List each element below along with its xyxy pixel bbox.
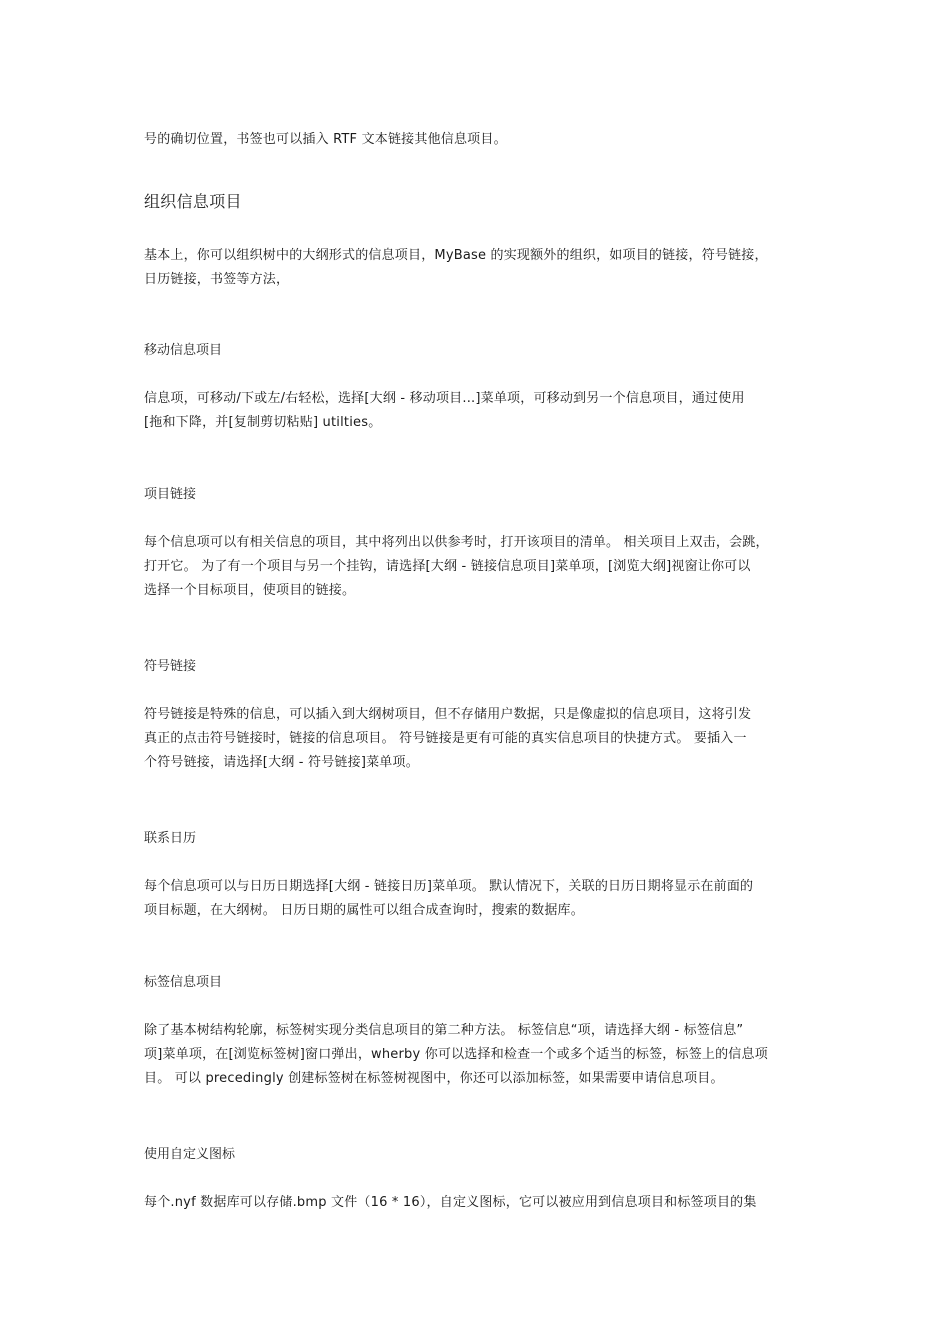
section-title <box>144 190 809 214</box>
subheading-text: 联系日历 <box>144 831 197 846</box>
text-line: 打开它。 为了有一个项目与另一个挂钩，请选择[大纲 - 链接信息项目]菜单项，[浏览大纲]视窗让你可以 <box>144 559 751 574</box>
text-line: 符号链接是特殊的信息，可以插入到大纲树项目，但不存储用户数据，只是像虚拟的信息项目，这将引发 <box>144 707 752 722</box>
subheading-text: 符号链接 <box>144 659 197 674</box>
calendar-paragraph <box>144 875 809 923</box>
labels-heading <box>144 971 809 995</box>
custom-icons-paragraph <box>144 1191 809 1215</box>
text-line: 号的确切位置，书签也可以插入 RTF 文本链接其他信息项目。 <box>144 132 507 147</box>
intro-paragraph <box>144 128 809 152</box>
subheading-text: 项目链接 <box>144 487 197 502</box>
section-intro-paragraph <box>144 244 809 292</box>
text-line: 真正的点击符号链接时，链接的信息项目。 符号链接是更有可能的真实信息项目的快捷方式。 要插入一 <box>144 731 747 746</box>
move-paragraph <box>144 387 809 435</box>
text-line: 日历链接，书签等方法， <box>144 272 290 287</box>
custom-icons-heading <box>144 1143 809 1167</box>
subheading-text: 移动信息项目 <box>144 343 223 358</box>
symbolic-links-heading <box>144 655 809 679</box>
text-line: 信息项，可移动/下或左/右轻松，选择[大纲 - 移动项目...]菜单项，可移动到另一个信息项目，通过使用 <box>144 391 745 406</box>
text-line: 选择一个目标项目，使项目的链接。 <box>144 583 356 598</box>
text-line: [拖和下降，并[复制剪切粘贴] utilties。 <box>144 415 382 430</box>
text-line: 除了基本树结构轮廓，标签树实现分类信息项目的第二种方法。 标签信息“项，请选择大纲 - 标签信息” <box>144 1023 744 1038</box>
text-line: 每个.nyf 数据库可以存储.bmp 文件（16 * 16），自定义图标，它可以被应用到信息项目和标签项目的集 <box>144 1195 757 1210</box>
subheading-text: 标签信息项目 <box>144 975 223 990</box>
text-line: 基本上，你可以组织树中的大纲形式的信息项目，MyBase 的实现额外的组织，如项目的链接，符号链接， <box>144 248 768 263</box>
item-links-paragraph <box>144 531 809 603</box>
subheading-text: 使用自定义图标 <box>144 1147 236 1162</box>
text-line: 目。 可以 precedingly 创建标签树在标签树视图中，你还可以添加标签，如果需要申请信息项目。 <box>144 1071 724 1086</box>
section-title-text: 组织信息项目 <box>144 192 242 211</box>
text-line: 项目标题，在大纲树。 日历日期的属性可以组合成查询时，搜索的数据库。 <box>144 903 584 918</box>
symbolic-links-paragraph <box>144 703 809 775</box>
calendar-heading <box>144 827 809 851</box>
text-line: 项]菜单项，在[浏览标签树]窗口弹出，wherby 你可以选择和检查一个或多个适当的标签，标签上的信息项 <box>144 1047 768 1062</box>
labels-paragraph <box>144 1019 809 1091</box>
item-links-heading <box>144 483 809 507</box>
text-line: 个符号链接，请选择[大纲 - 符号链接]菜单项。 <box>144 755 419 770</box>
move-heading <box>144 339 809 363</box>
text-line: 每个信息项可以与日历日期选择[大纲 - 链接日历]菜单项。 默认情况下，关联的日历日期将显示在前面的 <box>144 879 754 894</box>
text-line: 每个信息项可以有相关信息的项目，其中将列出以供参考时，打开该项目的清单。 相关项目上双击，会跳， <box>144 535 769 550</box>
